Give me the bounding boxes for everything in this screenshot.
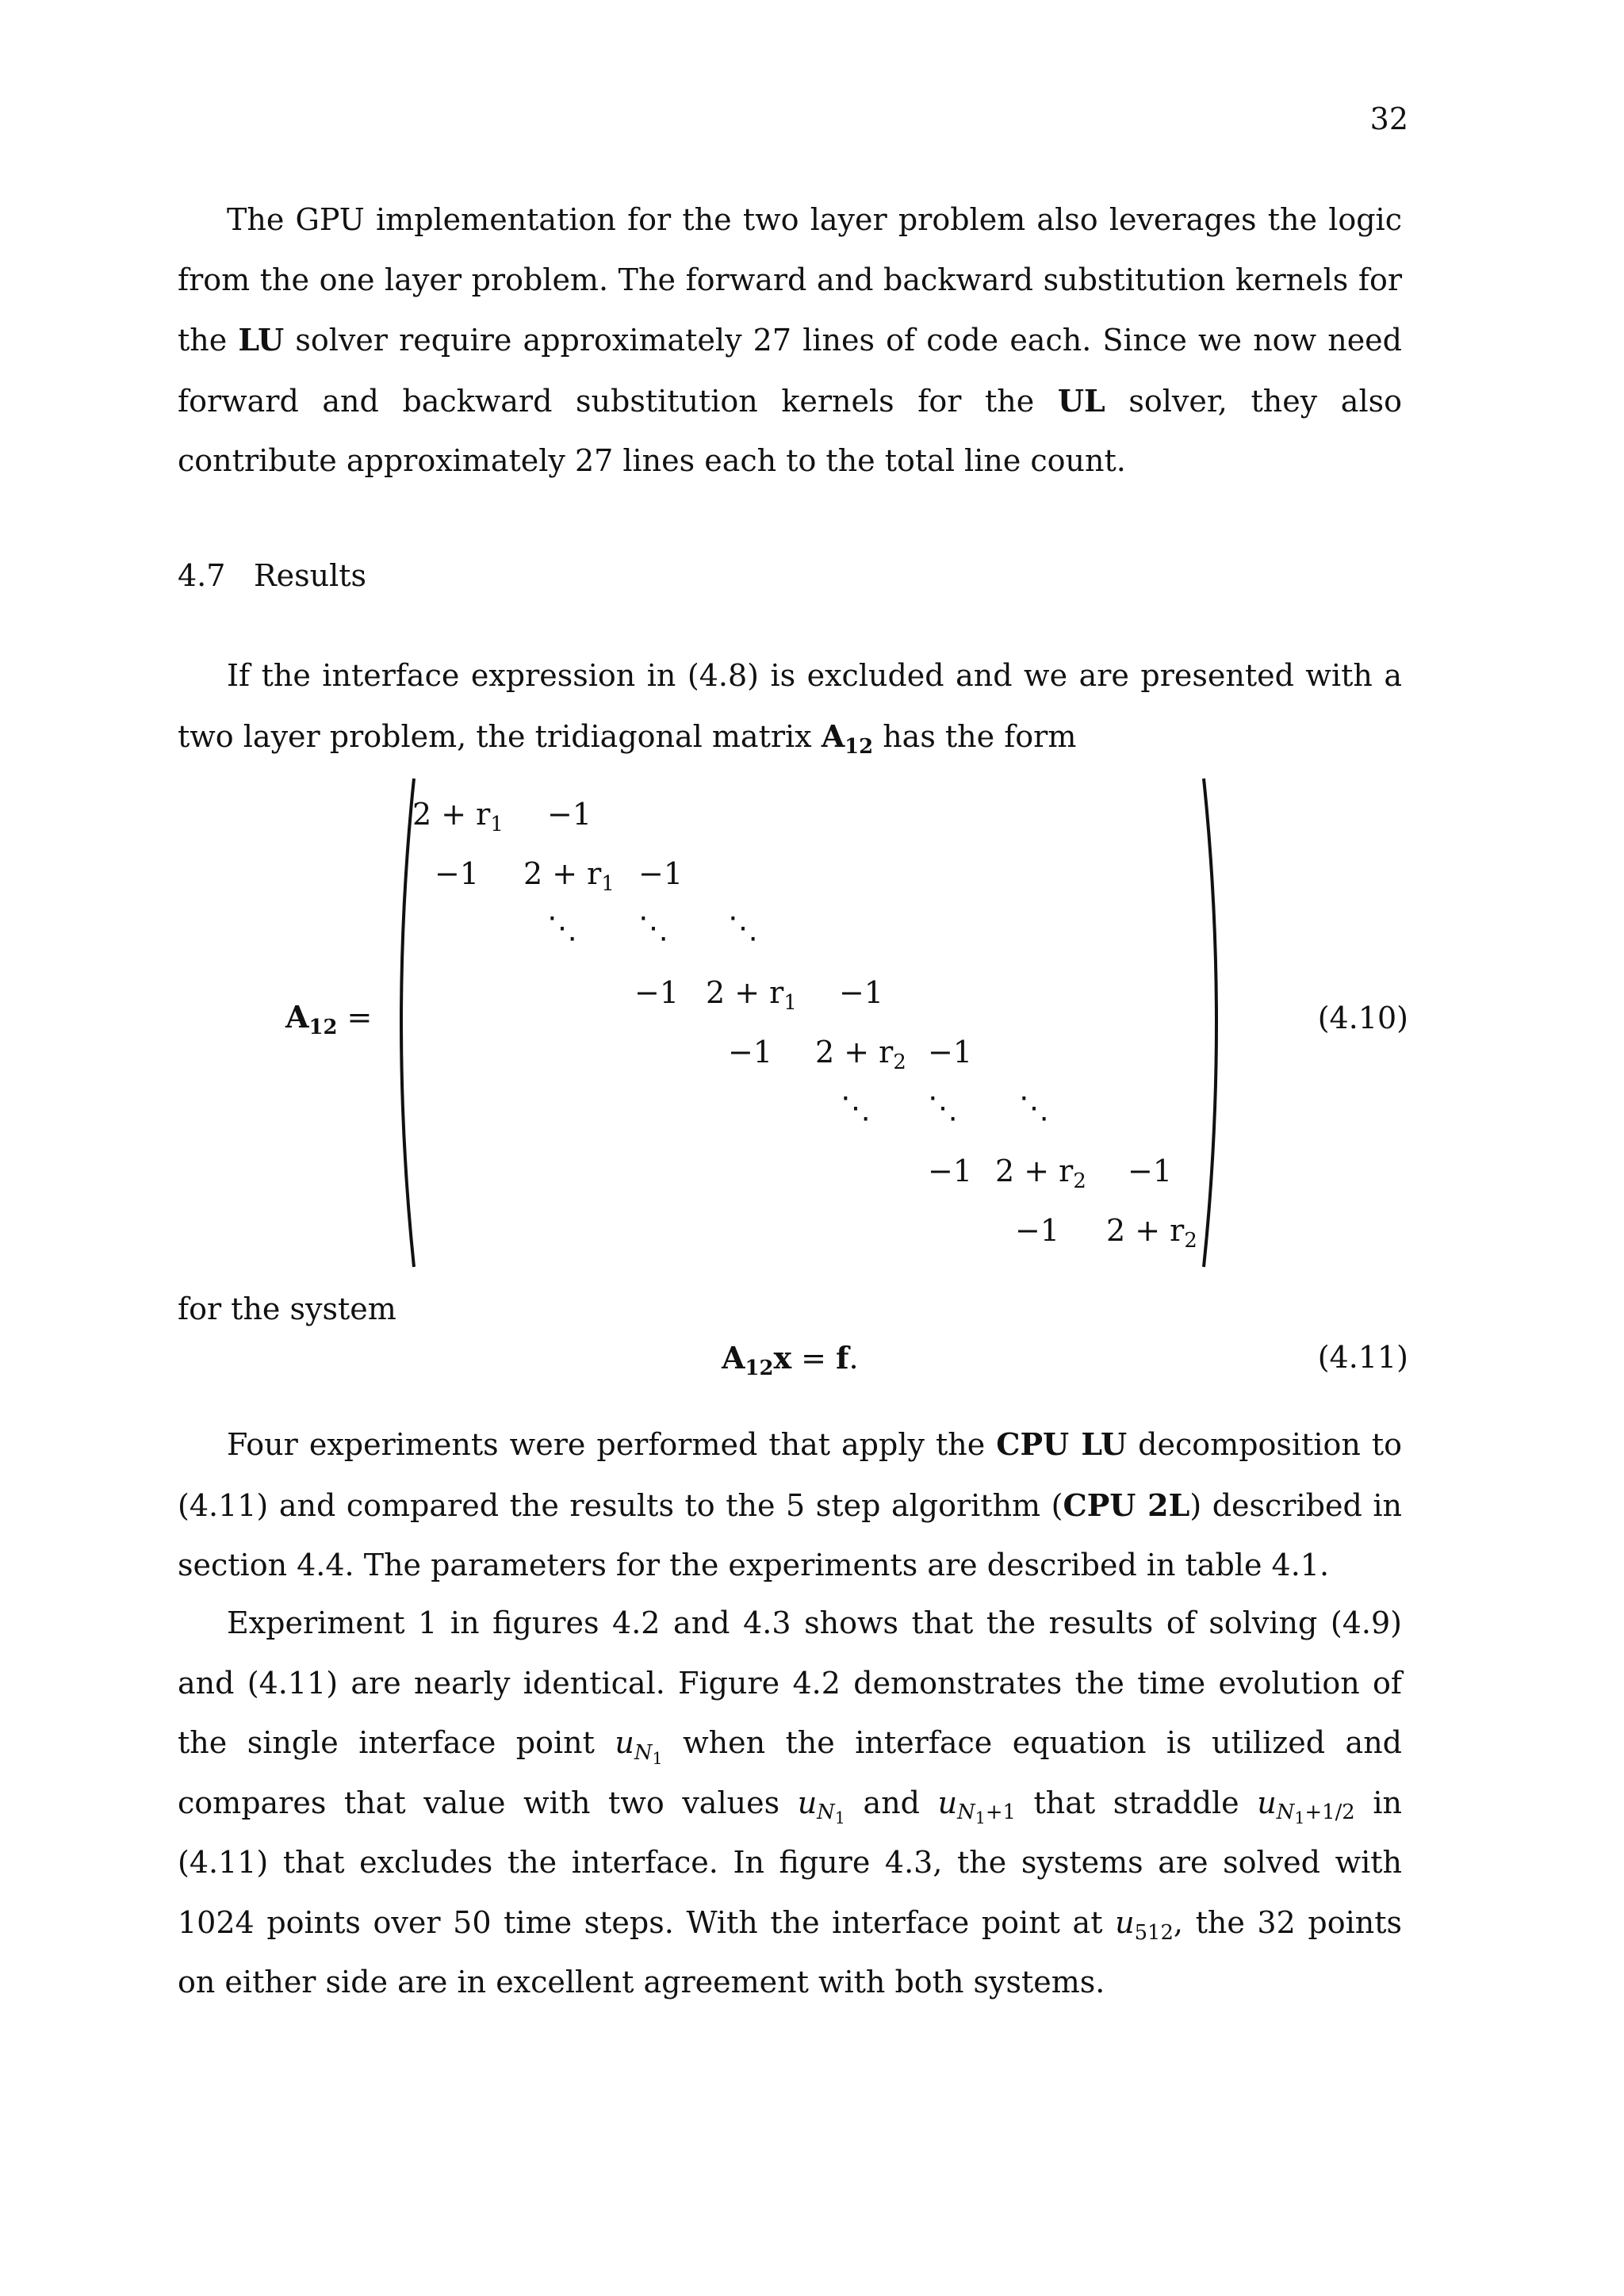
diagonal-dots: ⋱ [841,1090,871,1125]
paragraph-four-experiments: Four experiments were performed that apply the CPU LU decomposition to (4.11) and compared the results to the 5 step algorithm (CPU 2L) described in section 4.4. The parameters for the experiments are described in table 4.1. [178,1426,1402,1582]
left-parenthesis [401,779,414,1267]
paragraph-interface-expression: If the interface expression in (4.8) is excluded and we are presented with a two layer problem, the tridiagonal matrix $A_{12}$ has the form [178,658,1402,759]
section-title: Results [254,558,366,593]
section-heading [178,558,366,593]
paragraph-for-the-system: for the system [178,1292,396,1326]
matrix-entry: −1 [928,1035,973,1070]
diagonal-dots: ⋱ [1019,1090,1049,1125]
matrix-entry: $2 + r_2$ [1106,1213,1197,1253]
page-number: 32 [1369,101,1408,136]
diagonal-dots: ⋱ [638,910,668,945]
matrix-entry: $2 + r_2$ [815,1035,906,1074]
equation-4-11: $A_{12}x = f$. [722,1340,859,1380]
matrix-entry: −1 [928,1154,973,1188]
matrix-entry: −1 [435,856,480,891]
matrix-entry: −1 [839,975,884,1010]
matrix-entry: $2 + r_2$ [995,1154,1086,1193]
diagonal-dots: ⋱ [928,1090,958,1125]
diagonal-dots: ⋱ [547,910,577,945]
equation-number-4-11: (4.11) [1317,1340,1408,1375]
matrix-entry: −1 [1015,1213,1060,1248]
right-parenthesis [1204,779,1216,1267]
paragraph-gpu-implementation: The GPU implementation for the two layer problem also leverages the logic from the one layer problem. The forward and backward substitution kernels for the LU solver require approximately 27 lines of code each. Since we now need forward and backward substitution kernels for the UL solver, they also contribute approximately 27 lines each to the total line count. [178,202,1403,478]
matrix-lhs: $A_{12}$ = [285,999,373,1039]
matrix-entry: $2 + r_1$ [523,856,615,896]
matrix-entry: −1 [547,797,592,832]
paragraph-experiment-1: Experiment 1 in figures 4.2 and 4.3 shows that the results of solving (4.9) and (4.11) are nearly identical. Figure 4.2 demonstrates the time evolution of the single interface point $u_{N_1}$ when the interface equation is utilized and compares that value with two values $u_{N_1}$ and $u_{N_1+1}$ that straddle $u_{N_1+1/2}$ in (4.11) that excludes the interface. In figure 4.3, the systems are solved with 1024 points over 50 time steps. With the interface point at $u_{512}$, the 32 points on either side are in excellent agreement with both systems. [178,1605,1402,1999]
matrix-entry: $2 + r_1$ [706,975,797,1015]
diagonal-dots: ⋱ [728,910,758,945]
matrix-entry: −1 [634,975,680,1010]
matrix-entry: −1 [638,856,684,891]
matrix-entry: −1 [728,1035,773,1070]
section-number: 4.7 [178,558,226,593]
matrix-parentheses [389,777,1229,1269]
matrix-entry: −1 [1128,1154,1173,1188]
matrix-entry: $2 + r_1$ [412,797,504,836]
equation-number-4-10: (4.10) [1317,1001,1408,1035]
